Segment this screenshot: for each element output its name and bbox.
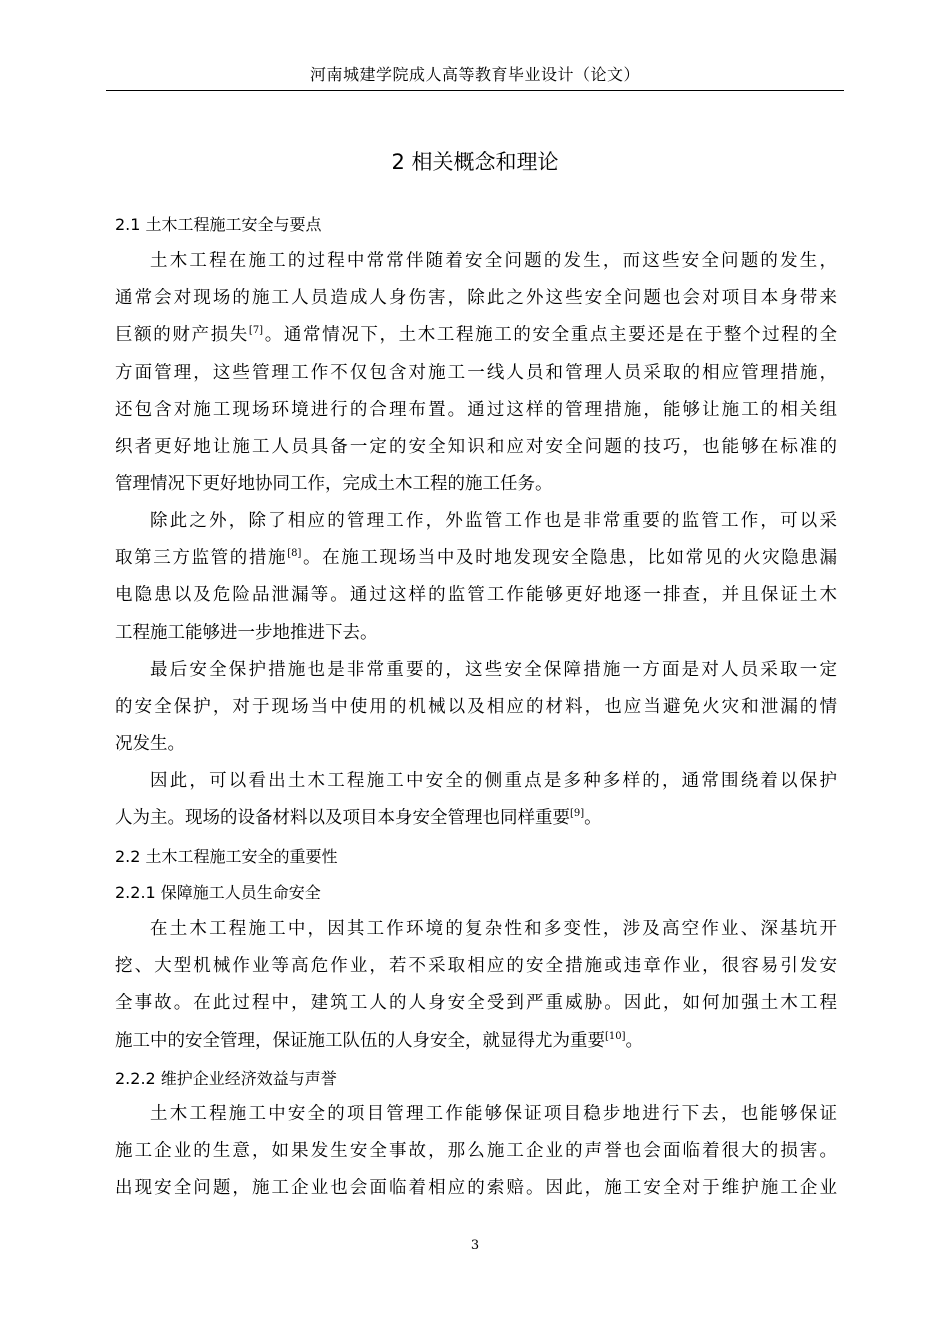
- text-run: 人为主。现场的设备材料以及项目本身安全管理也同样重要: [115, 808, 570, 829]
- paragraph-supervision: [115, 503, 837, 652]
- text-line: 全事故。在此过程中，建筑工人的人身安全受到严重威胁。因此，如何加强土木工程: [115, 993, 837, 1014]
- section-heading-2-2-1: 2.2.1 保障施工人员生命安全: [115, 883, 321, 902]
- text-run: 。: [625, 1030, 644, 1051]
- text-run: 。在施工现场当中及时地发现安全隐患，比如常见的火灾隐患漏: [301, 548, 838, 569]
- text-line: [115, 1023, 837, 1060]
- text-line: 土木工程在施工的过程中常常伴随着安全问题的发生，而这些安全问题的发生，: [150, 251, 837, 271]
- text-run: 巨额的财产损失: [115, 325, 249, 346]
- paragraph-safety-overview: [115, 243, 837, 503]
- page-header: 河南城建学院成人高等教育毕业设计（论文）: [309, 65, 640, 84]
- paragraph-worker-safety: [115, 911, 837, 1060]
- paragraph-enterprise-reputation: [115, 1096, 837, 1208]
- text-run: 。: [584, 808, 602, 829]
- citation-ref: [7]: [248, 325, 264, 337]
- paragraph-conclusion: [115, 763, 837, 837]
- text-run: 取第三方监管的措施: [115, 548, 288, 569]
- text-line: 施工企业的生意，如果发生安全事故，那么施工企业的声誉也会面临着很大的损害。: [115, 1141, 837, 1162]
- text-line: 通常会对现场的施工人员造成人身伤害，除此之外这些安全问题也会对项目本身带来: [115, 288, 837, 309]
- text-line: [115, 317, 837, 354]
- text-line: 管理情况下更好地协同工作，完成土木工程的施工任务。: [115, 474, 553, 495]
- page-number: 3: [470, 1238, 480, 1253]
- text-line: 最后安全保护措施也是非常重要的，这些安全保障措施一方面是对人员采取一定: [150, 660, 837, 680]
- text-line: 工程施工能够进一步地推进下去。: [115, 622, 378, 643]
- header-rule: [106, 90, 844, 91]
- text-line: 织者更好地让施工人员具备一定的安全知识和应对安全问题的技巧，也能够在标准的: [115, 436, 837, 457]
- text-line: 还包含对施工现场环境进行的合理布置。通过这样的管理措施，能够让施工的相关组: [115, 399, 837, 420]
- paragraph-protection-measures: [115, 652, 837, 764]
- text-line: 除此之外，除了相应的管理工作，外监管工作也是非常重要的监管工作，可以采: [150, 511, 837, 531]
- text-line: 况发生。: [115, 734, 185, 755]
- text-line: 挖、大型机械作业等高危作业，若不采取相应的安全措施或违章作业，很容易引发安: [115, 956, 837, 977]
- section-heading-2-1: 2.1 土木工程施工安全与要点: [115, 215, 322, 234]
- text-line: [115, 800, 837, 837]
- citation-ref: [10]: [605, 1030, 626, 1042]
- section-heading-2-2-2: 2.2.2 维护企业经济效益与声誉: [115, 1069, 337, 1088]
- text-line: 因此，可以看出土木工程施工中安全的侧重点是多种多样的，通常围绕着以保护: [150, 771, 837, 791]
- text-line: 方面管理，这些管理工作不仅包含对施工一线人员和管理人员采取的相应管理措施，: [115, 362, 837, 383]
- text-line: 电隐患以及危险品泄漏等。通过这样的监管工作能够更好地逐一排查，并且保证土木: [115, 585, 837, 606]
- text-line: 在土木工程施工中，因其工作环境的复杂性和多变性，涉及高空作业、深基坑开: [150, 919, 837, 939]
- text-run: 。通常情况下，土木工程施工的安全重点主要还是在于整个过程的全: [263, 325, 838, 346]
- citation-ref: [8]: [287, 548, 302, 560]
- citation-ref: [9]: [570, 808, 585, 820]
- section-heading-2-2: 2.2 土木工程施工安全的重要性: [115, 847, 338, 866]
- chapter-title: 2 相关概念和理论: [391, 150, 559, 174]
- text-line: 出现安全问题，施工企业也会面临着相应的索赔。因此，施工安全对于维护施工企业: [115, 1178, 837, 1199]
- text-line: 的安全保护，对于现场当中使用的机械以及相应的材料，也应当避免火灾和泄漏的情: [115, 697, 837, 718]
- text-line: 土木工程施工中安全的项目管理工作能够保证项目稳步地进行下去，也能够保证: [150, 1104, 837, 1124]
- text-line: [115, 540, 837, 577]
- text-run: 施工中的安全管理，保证施工队伍的人身安全，就显得尤为重要: [115, 1030, 605, 1051]
